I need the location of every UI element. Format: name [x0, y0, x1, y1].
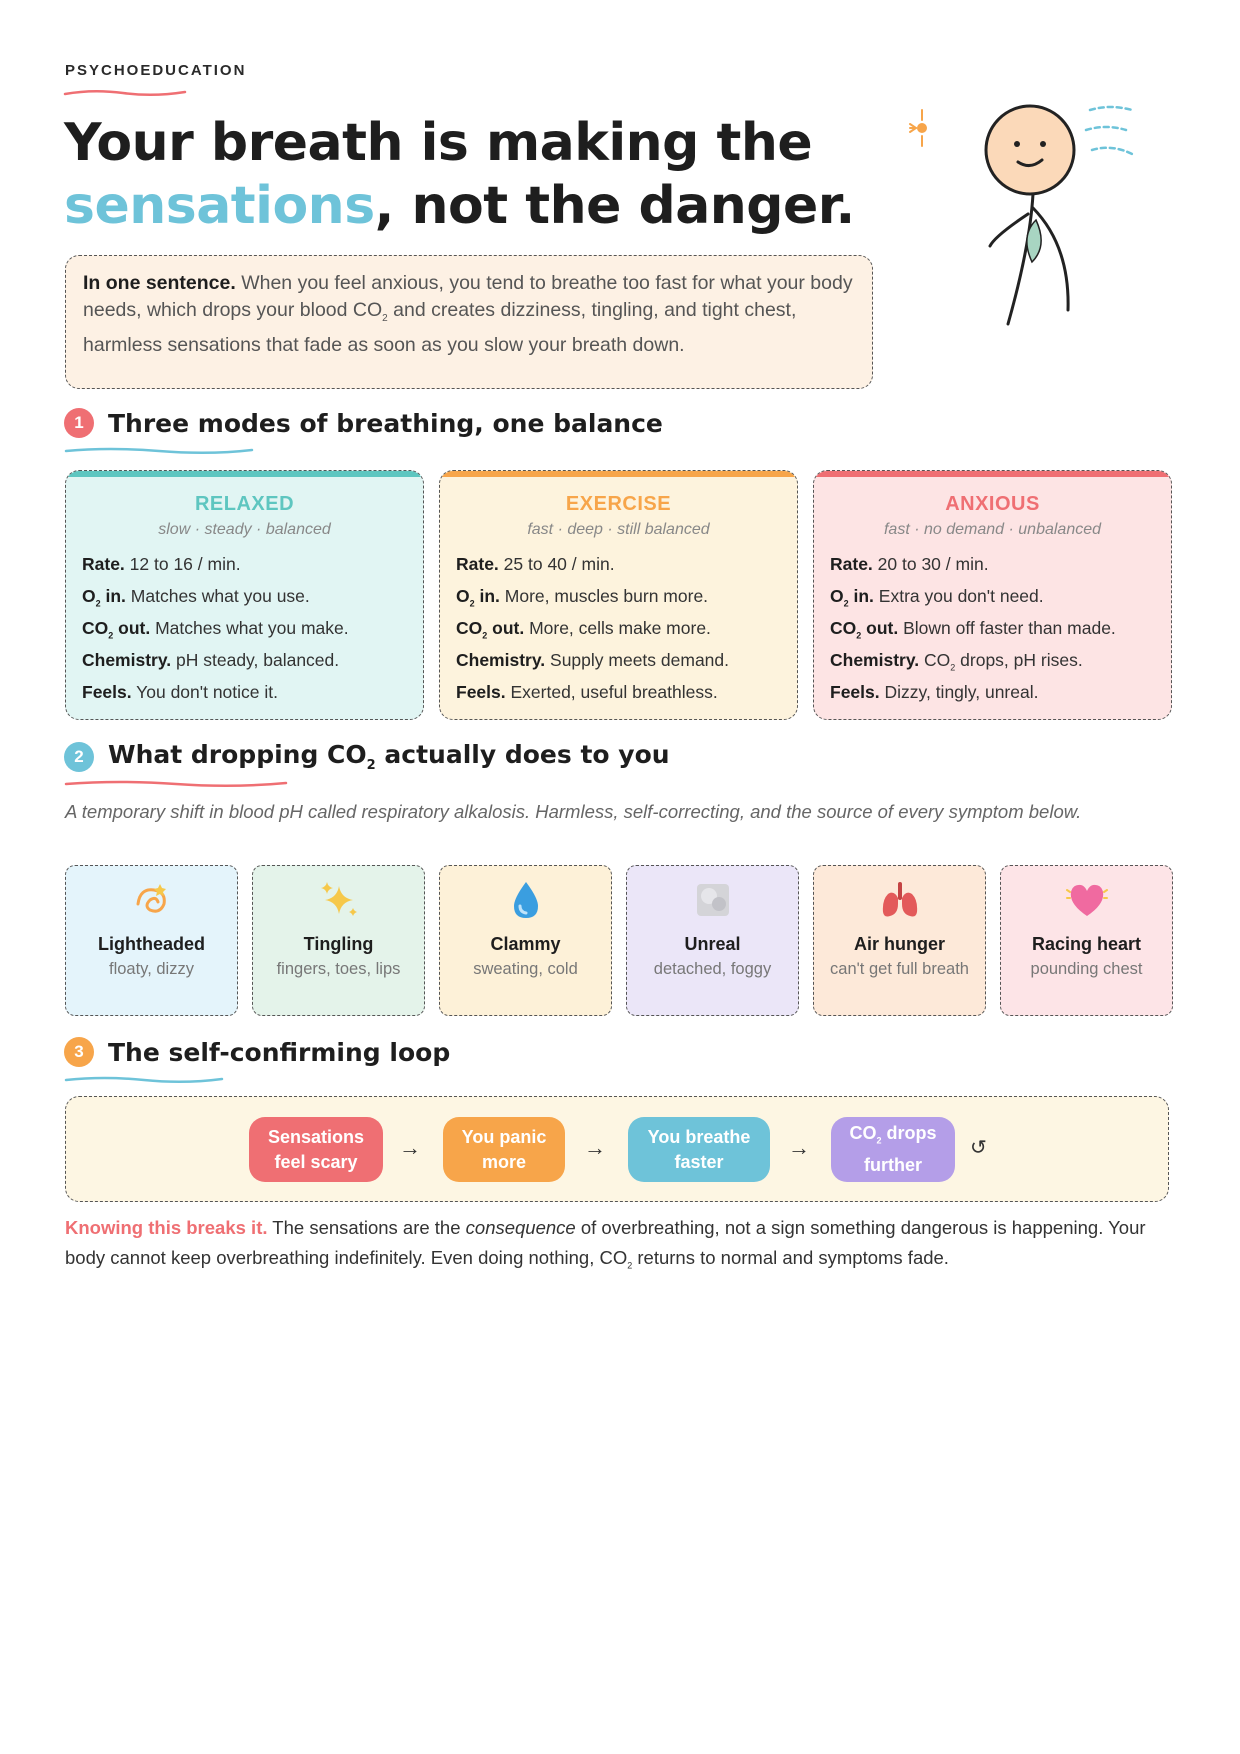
breath-waves: [1086, 107, 1132, 154]
symptom-card-clammy: [439, 865, 612, 1016]
section-2-header: [64, 740, 670, 773]
summary-part2: and creates dizziness, tingling, and tight chest, harmless sensations that fade as soon as you slow your breath down.: [83, 298, 797, 356]
section-3-number: 3: [64, 1037, 94, 1067]
mode-subtitle: fast · deep · still balanced: [527, 521, 710, 538]
footer-lead: Knowing this breaks it.: [65, 1217, 268, 1238]
section-3-title: The self-confirming loop: [108, 1037, 451, 1067]
title-highlight: sensations: [64, 176, 375, 236]
breathing-figure-illustration: [900, 96, 1160, 336]
footer-text: Knowing this breaks it. The sensations are the consequence of overbreathing, not a sign something dangerous is happening. Your body cannot keep overbreathing indefinitely. Even doing nothing, $CO_2$ returns to normal and symptoms fade.: [65, 1217, 1146, 1271]
section-2-underline: [64, 779, 289, 789]
symptom-desc: can't get full breath: [830, 960, 969, 978]
loop-step-sensations: Sensations feel scary: [249, 1117, 383, 1182]
eyebrow-underline: [63, 88, 188, 98]
mode-feels-row: Feels. Exerted, useful breathless.: [456, 682, 718, 702]
symptom-desc: detached, foggy: [653, 960, 772, 978]
mode-card-bar: [440, 471, 797, 477]
mode-co2-row: $CO_2$ out. Blown off faster than made.: [830, 618, 1116, 641]
mode-chemistry-row: Chemistry. Supply meets demand.: [456, 650, 730, 670]
loop-arrow: →: [788, 1135, 810, 1160]
loop-step-panic: You panic more: [443, 1117, 565, 1182]
mode-chemistry-row: Chemistry. $CO_2$ drops, pH rises.: [830, 650, 1083, 673]
mode-o2-row: $O_2$ in. More, muscles burn more.: [456, 586, 709, 609]
mode-rate-row: Rate. 12 to 16 / min.: [82, 554, 241, 574]
mode-card-bar: [814, 471, 1171, 477]
loop-step-co2-drops: $CO_2$ drops further: [831, 1117, 955, 1182]
symptom-name: Air hunger: [853, 934, 945, 954]
mode-subtitle: fast · no demand · unbalanced: [883, 521, 1102, 538]
mode-name: EXERCISE: [565, 493, 672, 515]
page-title: [64, 112, 924, 238]
symptom-name: Clammy: [490, 934, 561, 954]
mode-card-relaxed: [65, 470, 424, 720]
mode-rate-row: Rate. 25 to 40 / min.: [456, 554, 615, 574]
mode-feels-row: Feels. Dizzy, tingly, unreal.: [830, 682, 1039, 702]
section-2-number: 2: [64, 742, 94, 772]
section-2-title: What dropping $CO_2$ actually does to you: [108, 740, 670, 773]
mode-o2-row: $O_2$ in. Matches what you use.: [82, 586, 310, 609]
loop-arrow: →: [584, 1135, 606, 1160]
mode-co2-row: $CO_2$ out. Matches what you make.: [82, 618, 349, 641]
section-1-title: Three modes of breathing, one balance: [108, 408, 663, 438]
fog-icon: [627, 878, 798, 922]
title-line2: [64, 175, 924, 238]
symptom-desc: sweating, cold: [473, 960, 578, 978]
summary-sub: 2: [382, 312, 388, 324]
symptom-desc: pounding chest: [1030, 960, 1143, 978]
summary-part1: When you feel anxious, you tend to breathe too fast for what your body needs, which drops your blood CO: [83, 272, 853, 321]
symptom-name: Tingling: [303, 934, 374, 954]
loop-repeat-icon: ↺: [970, 1137, 987, 1159]
section-1-underline: [64, 446, 254, 456]
mode-card-anxious: [813, 470, 1172, 720]
summary-box: [65, 255, 873, 389]
mode-name: RELAXED: [194, 493, 295, 515]
loop-step-breathe: You breathe faster: [628, 1117, 770, 1182]
symptom-card-air-hunger: [813, 865, 986, 1016]
symptom-name: Lightheaded: [98, 934, 205, 954]
mode-feels-row: Feels. You don't notice it.: [82, 682, 278, 702]
section-1-header: [64, 408, 663, 438]
dizzy-icon: [66, 878, 237, 922]
mode-name: ANXIOUS: [945, 493, 1040, 515]
section-2-intro: A temporary shift in blood pH called respiratory alkalosis. Harmless, self-correcting, and the source of every symptom below.: [65, 801, 1082, 822]
summary-lead: In one sentence.: [83, 272, 236, 294]
symptom-card-racing-heart: [1000, 865, 1173, 1016]
symptom-card-tingling: [252, 865, 425, 1016]
sparkle-icon: [910, 110, 926, 146]
title-line1: Your breath is making the: [64, 113, 813, 173]
section-1-number: 1: [64, 408, 94, 438]
mode-subtitle: slow · steady · balanced: [158, 521, 331, 538]
mode-co2-row: $CO_2$ out. More, cells make more.: [456, 618, 711, 641]
mode-card-bar: [66, 471, 423, 477]
mode-card-exercise: [439, 470, 798, 720]
symptom-name: Racing heart: [1031, 934, 1142, 954]
sparkles-icon: [253, 878, 424, 922]
heart-icon: [1001, 878, 1172, 922]
mode-rate-row: Rate. 20 to 30 / min.: [830, 554, 989, 574]
symptom-desc: fingers, toes, lips: [276, 960, 401, 978]
section-3-underline: [64, 1075, 224, 1085]
symptom-card-unreal: [626, 865, 799, 1016]
mode-o2-row: $O_2$ in. Extra you don't need.: [830, 586, 1044, 609]
droplet-icon: [440, 878, 611, 922]
mode-chemistry-row: Chemistry. pH steady, balanced.: [82, 650, 340, 670]
loop-arrow: →: [399, 1135, 421, 1160]
symptom-desc: floaty, dizzy: [109, 960, 194, 978]
lungs-icon: [814, 878, 985, 922]
title-rest: , not the danger.: [374, 176, 855, 236]
loop-diagram: [65, 1096, 1169, 1202]
symptom-card-lightheaded: [65, 865, 238, 1016]
symptom-name: Unreal: [684, 934, 741, 954]
section-3-header: [64, 1037, 450, 1067]
eyebrow-label: PSYCHOEDUCATION: [65, 62, 247, 79]
